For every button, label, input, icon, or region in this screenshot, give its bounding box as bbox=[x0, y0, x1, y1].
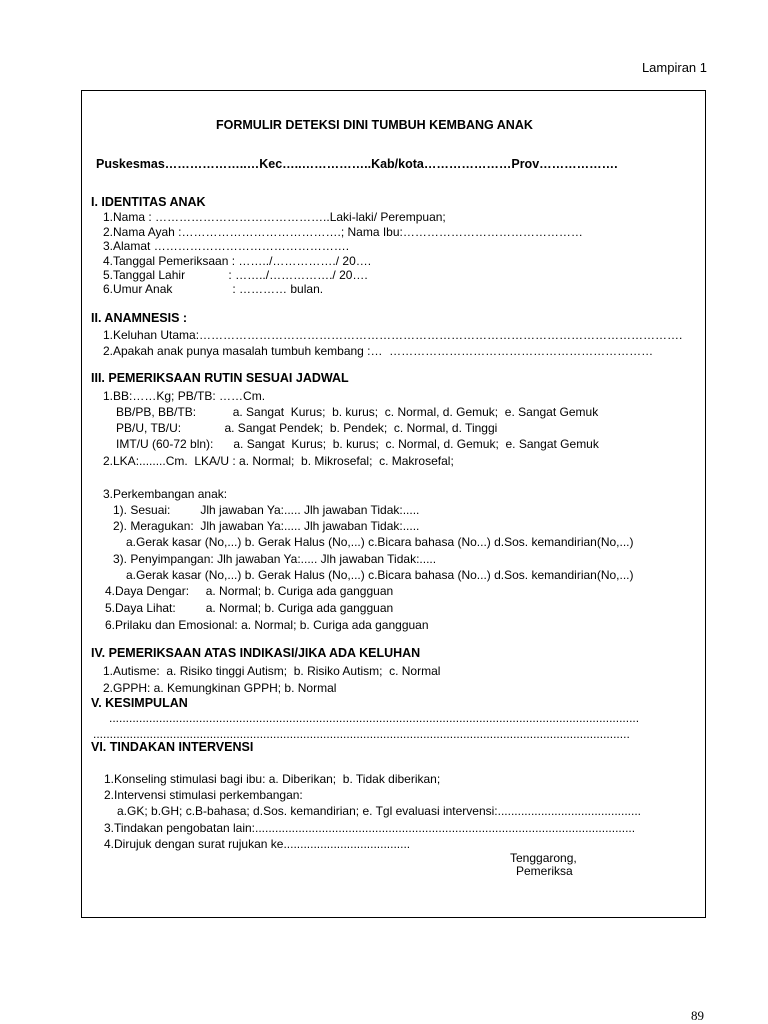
page-number: 89 bbox=[691, 1008, 704, 1023]
indikasi-autisme: 1.Autisme: a. Risiko tinggi Autism; b. Risiko Autism; c. Normal bbox=[103, 664, 441, 678]
intervensi-stimulasi-aspek: a.GK; b.GH; c.B-bahasa; d.Sos. kemandirian; e. Tgl evaluasi intervensi:........................................... bbox=[117, 804, 641, 818]
anamnesis-keluhan: 1.Keluhan Utama:…………………………………………………………………………………………………………. bbox=[103, 328, 683, 342]
indikasi-gpph: 2.GPPH: a. Kemungkinan GPPH; b. Normal bbox=[103, 681, 337, 695]
perkembangan-sesuai: 1). Sesuai: Jlh jawaban Ya:..... Jlh jawaban Tidak:..... bbox=[113, 503, 420, 517]
section-anamnesis-title: II. ANAMNESIS : bbox=[91, 311, 188, 325]
perkembangan-penyimpangan: 3). Penyimpangan: Jlh jawaban Ya:..... Jlh jawaban Tidak:..... bbox=[113, 552, 437, 566]
attachment-label: Lampiran 1 bbox=[641, 60, 707, 75]
section-intervensi-title: VI. TINDAKAN INTERVENSI bbox=[91, 740, 254, 754]
perkembangan-meragukan-aspek: a.Gerak kasar (No,...) b. Gerak Halus (No,...) c.Bicara bahasa (No...) d.Sos. kemandirian(No,...) bbox=[126, 535, 634, 549]
section-kesimpulan-title: V. KESIMPULAN bbox=[91, 696, 188, 710]
intervensi-rujukan: 4.Dirujuk dengan surat rujukan ke...................................... bbox=[104, 837, 411, 851]
rutin-daya-lihat: 5.Daya Lihat: a. Normal; b. Curiga ada gangguan bbox=[105, 601, 394, 615]
rutin-daya-dengar: 4.Daya Dengar: a. Normal; b. Curiga ada gangguan bbox=[105, 584, 394, 598]
signature-role: Pemeriksa bbox=[516, 864, 573, 878]
form-title: FORMULIR DETEKSI DINI TUMBUH KEMBANG ANAK bbox=[216, 118, 533, 132]
identitas-tanggal-lahir: 5.Tanggal Lahir : ……../……………./ 20…. bbox=[103, 268, 368, 282]
form-frame bbox=[81, 90, 706, 918]
perkembangan-penyimpangan-aspek: a.Gerak kasar (No,...) b. Gerak Halus (No,...) c.Bicara bahasa (No...) d.Sos. kemandirian(No,...) bbox=[126, 568, 634, 582]
rutin-imt-status: IMT/U (60-72 bln): a. Sangat Kurus; b. kurus; c. Normal, d. Gemuk; e. Sangat Gemuk bbox=[116, 437, 599, 451]
intervensi-pengobatan: 3.Tindakan pengobatan lain:.................................................................................................................. bbox=[104, 821, 636, 835]
location-line: Puskesmas………………..…Kec…..……………..Kab/kota…………………Prov………………. bbox=[96, 157, 618, 171]
rutin-lka: 2.LKA:........Cm. LKA/U : a. Normal; b. Mikrosefal; c. Makrosefal; bbox=[103, 454, 454, 468]
section-identitas-title: I. IDENTITAS ANAK bbox=[91, 195, 206, 209]
rutin-perkembangan-title: 3.Perkembangan anak: bbox=[103, 487, 228, 501]
identitas-nama: 1.Nama : ……………………………………..Laki-laki/ Perempuan; bbox=[103, 210, 446, 224]
signature-place: Tenggarong, bbox=[510, 851, 577, 865]
section-indikasi-title: IV. PEMERIKSAAN ATAS INDIKASI/JIKA ADA KELUHAN bbox=[91, 646, 421, 660]
rutin-pb-u-status: PB/U, TB/U: a. Sangat Pendek; b. Pendek; c. Normal, d. Tinggi bbox=[116, 421, 498, 435]
rutin-bb-pb-status: BB/PB, BB/TB: a. Sangat Kurus; b. kurus; c. Normal, d. Gemuk; e. Sangat Gemuk bbox=[116, 405, 599, 419]
perkembangan-meragukan: 2). Meragukan: Jlh jawaban Ya:..... Jlh jawaban Tidak:..... bbox=[113, 519, 420, 533]
rutin-bb-pb: 1.BB:……Kg; PB/TB: ……Cm. bbox=[103, 389, 266, 403]
identitas-tanggal-pemeriksaan: 4.Tanggal Pemeriksaan : ……../……………./ 20…. bbox=[103, 254, 372, 268]
kesimpulan-line-1: ............................................................................................................................................................... bbox=[109, 711, 640, 725]
rutin-prilaku-emosional: 6.Prilaku dan Emosional: a. Normal; b. Curiga ada gangguan bbox=[105, 618, 429, 632]
intervensi-stimulasi: 2.Intervensi stimulasi perkembangan: bbox=[104, 788, 303, 802]
section-pemeriksaan-rutin-title: III. PEMERIKSAAN RUTIN SESUAI JADWAL bbox=[91, 371, 349, 385]
intervensi-konseling: 1.Konseling stimulasi bagi ibu: a. Diberikan; b. Tidak diberikan; bbox=[104, 772, 441, 786]
identitas-alamat: 3.Alamat …………………………………………. bbox=[103, 239, 350, 253]
identitas-umur: 6.Umur Anak : ………… bulan. bbox=[103, 282, 324, 296]
identitas-orangtua: 2.Nama Ayah :………………………………….; Nama Ibu:……………………………………… bbox=[103, 225, 583, 239]
kesimpulan-line-2: ................................................................................................................................................................. bbox=[93, 727, 630, 741]
anamnesis-masalah: 2.Apakah anak punya masalah tumbuh kembang :… ………………………………………………………… bbox=[103, 344, 654, 358]
